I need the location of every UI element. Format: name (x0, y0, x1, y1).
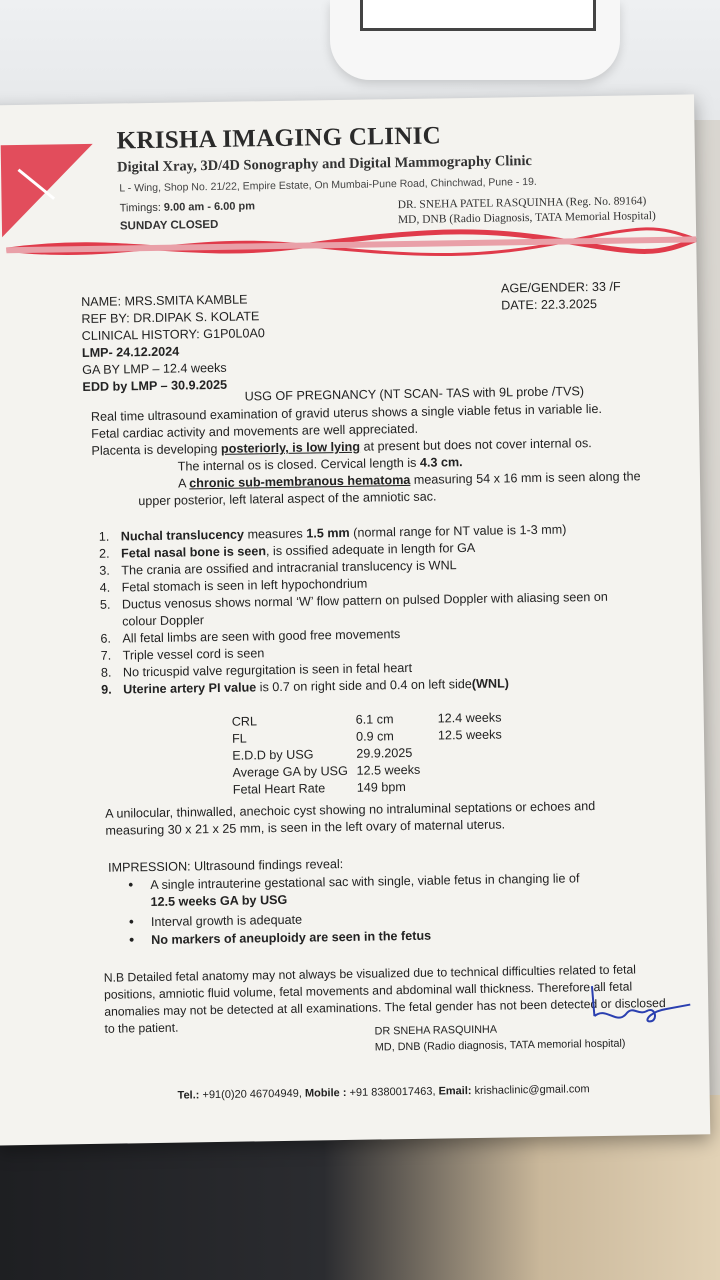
finding-number: 3. (99, 563, 110, 578)
footer-contact: Tel.: +91(0)20 46704949, Mobile : +91 8380017463, Email: krishaclinic@gmail.com (177, 1083, 590, 1102)
note-line-2: positions, amniotic fluid volume, fetal movements and abdominal wall thickness. Therefore all fetal (103, 979, 633, 1002)
finding-number: 7. (100, 648, 112, 663)
biometry-value: 149 bpm (356, 780, 406, 795)
report-para-5: A chronic sub-membranous hematoma measuring 54 x 16 mm is seen along the (177, 469, 641, 491)
finding-number: 8. (100, 665, 112, 680)
biometry-value: 12.5 weeks (356, 762, 421, 778)
clinic-subtitle: Digital Xray, 3D/4D Sonography and Digital Mammography Clinic (116, 152, 532, 176)
finding-text: (normal range for NT value is 1-3 mm) (349, 522, 567, 540)
report-title: USG OF PREGNANCY (NT SCAN- TAS with 9L probe /TVS) (244, 384, 585, 404)
impression-item-2: • Interval growth is adequate (128, 912, 303, 930)
clinic-address: L - Wing, Shop No. 21/22, Empire Estate, On Mumbai-Pune Road, Chinchwad, Pune - 19. (119, 175, 537, 195)
biometry-value: 6.1 cm (355, 712, 394, 727)
email-address: krishaclinic@gmail.com (471, 1083, 590, 1098)
finding-item (100, 626, 400, 647)
report-date: DATE: 22.3.2025 (501, 296, 598, 313)
plastic-object-edge (360, 0, 596, 31)
impression-item-1-ga: 12.5 weeks GA by USG (150, 892, 288, 910)
finding-emphasis: (WNL) (471, 676, 509, 691)
biometry-ga: 12.4 weeks (437, 710, 502, 726)
biometry-label: CRL (231, 714, 258, 729)
report-para-1: Real time ultrasound examination of gravid uterus shows a single viable fetus in variable lie. (90, 401, 603, 424)
edd-by-lmp: EDD by LMP – 30.9.2025 (82, 377, 228, 395)
lmp: LMP- 24.12.2024 (81, 344, 180, 361)
finding-text: colour Doppler (122, 613, 205, 629)
age-gender: AGE/GENDER: 33 /F (500, 279, 621, 296)
finding-text: All fetal limbs are seen with good free movements (122, 627, 401, 646)
report-para-4: The internal os is closed. Cervical length is 4.3 cm. (177, 455, 463, 474)
cervical-length: 4.3 cm. (419, 455, 463, 470)
report-para-2: Fetal cardiac activity and movements are well appreciated. (91, 421, 419, 441)
timings-value: 9.00 am - 6.00 pm (163, 200, 256, 214)
header-divider-band (6, 224, 696, 265)
report-paper (0, 94, 710, 1145)
bullet-icon: • (128, 913, 134, 930)
impression-heading: IMPRESSION: Ultrasound findings reveal: (107, 857, 344, 875)
finding-text: measures (243, 526, 307, 542)
timings-label: Timings: (119, 201, 161, 215)
bullet-icon: • (128, 876, 134, 893)
telephone: +91(0)20 46704949, (199, 1087, 306, 1102)
impression-item-1: • A single intrauterine gestational sac with single, viable fetus in changing lie of (128, 871, 580, 893)
finding-emphasis: Uterine artery PI value (123, 680, 257, 697)
signature-scribble-icon (586, 974, 697, 1036)
finding-text: is 0.7 on right side and 0.4 on left side (256, 676, 472, 695)
report-para-3: Placenta is developing posteriorly, is low lying at present but does not cover internal os. (91, 436, 592, 458)
finding-text: , is ossified adequate in length for GA (265, 540, 476, 559)
referred-by: REF BY: DR.DIPAK S. KOLATE (81, 309, 260, 327)
hematoma-finding: chronic sub-membranous hematoma (189, 472, 411, 491)
bullet-icon: • (129, 931, 135, 948)
finding-emphasis: Fetal nasal bone is seen (120, 544, 267, 561)
finding-number: 9. (101, 682, 112, 697)
note-line-1: N.B Detailed fetal anatomy may not always be visualized due to technical difficulties related to fetal (103, 962, 637, 985)
finding-text: The crania are ossified and intracranial translucency is WNL (121, 558, 457, 578)
biometry-label: E.D.D by USG (232, 747, 314, 763)
report-para-6: upper posterior, left lateral aspect of the amniotic sac. (138, 489, 437, 509)
finding-text: Triple vessel cord is seen (122, 646, 265, 663)
signatory-qualification: MD, DNB (Radio diagnosis, TATA memorial hospital) (374, 1037, 626, 1054)
biometry-ga: 12.5 weeks (437, 727, 502, 743)
doctor-qualification: MD, DNB (Radio Diagnosis, TATA Memorial Hospital) (397, 210, 656, 227)
note-line-4: to the patient. (104, 1020, 179, 1036)
cyst-line-2: measuring 30 x 21 x 25 mm, is seen in the left ovary of maternal uterus. (105, 817, 506, 838)
signatory-name: DR SNEHA RASQUINHA (374, 1023, 498, 1038)
finding-item (122, 612, 204, 629)
finding-text: Fetal stomach is seen in left hypochondrium (121, 576, 368, 595)
finding-number: 4. (99, 580, 111, 595)
finding-number: 2. (98, 546, 110, 561)
biometry-value: 29.9.2025 (356, 745, 413, 761)
note-line-3: anomalies may not be detected at all examinations. The fetal gender has not been detected or disclosed (104, 995, 666, 1019)
finding-number: 5. (99, 597, 111, 612)
finding-item (101, 645, 265, 664)
biometry-label: Average GA by USG (232, 763, 348, 780)
finding-number: 1. (98, 529, 110, 544)
clinic-timings (120, 200, 255, 214)
finding-text: Ductus venosus shows normal ‘W’ flow pattern on pulsed Doppler with aliasing seen on (121, 589, 608, 612)
sunday-closed: SUNDAY CLOSED (119, 218, 219, 233)
biometry-label: FL (231, 731, 247, 746)
doctor-name: DR. SNEHA PATEL RASQUINHA (Reg. No. 89164) (397, 195, 647, 212)
clinical-history: CLINICAL HISTORY: G1P0L0A0 (81, 326, 265, 344)
ga-by-lmp: GA BY LMP – 12.4 weeks (82, 360, 227, 378)
biometry-value: 0.9 cm (355, 729, 394, 744)
mobile-number: +91 8380017463, (346, 1085, 439, 1099)
biometry-label: Fetal Heart Rate (232, 781, 326, 797)
cyst-line-1: A unilocular, thinwalled, anechoic cyst showing no intraluminal septations or echoes and (105, 799, 596, 821)
placenta-position: posteriorly, is low lying (220, 439, 361, 456)
finding-emphasis: Nuchal translucency (120, 527, 245, 544)
patient-name: NAME: MRS.SMITA KAMBLE (81, 292, 248, 310)
impression-item-3: • No markers of aneuploidy are seen in the fetus (129, 928, 432, 948)
finding-text: No tricuspid valve regurgitation is seen in fetal heart (122, 660, 413, 680)
finding-number: 6. (100, 631, 112, 646)
finding-emphasis: 1.5 mm (306, 525, 350, 541)
clinic-name: KRISHA IMAGING CLINIC (116, 122, 442, 155)
